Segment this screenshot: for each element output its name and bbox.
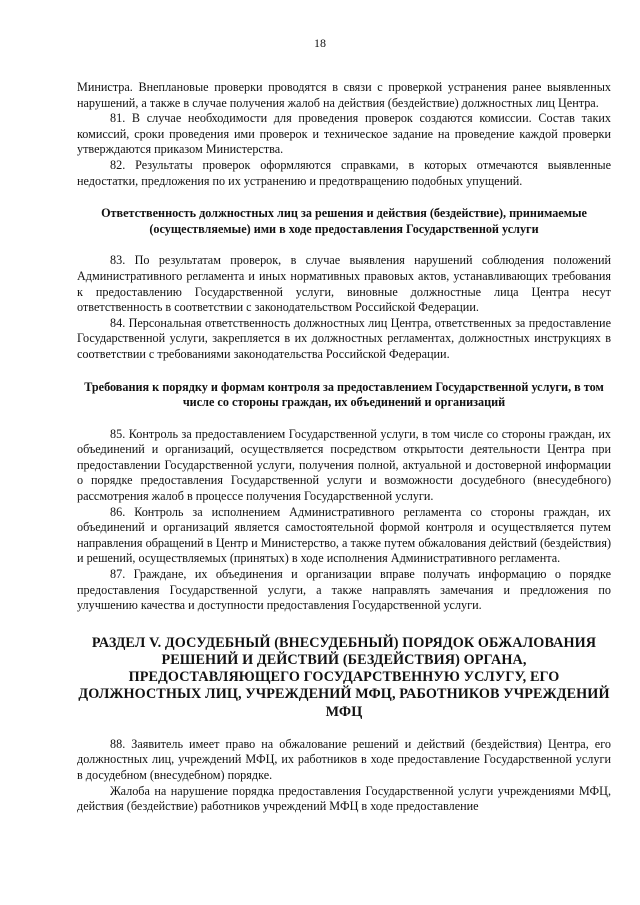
paragraph-86: 86. Контроль за исполнением Административного регламента со стороны граждан, их объединений и организаций является самостоятельной формой контроля и осуществляется путем направления обращений в Центр и Министерство, а также путем обжалования действий (бездействия) и решений, осуществляемых (принятых) в ходе исполнения Административного регламента. (77, 504, 611, 566)
heading-control-requirements: Требования к порядку и формам контроля за предоставлением Государственной услуги, в том числе со стороны граждан, их объединений и организаций (84, 379, 604, 410)
heading-responsibility: Ответственность должностных лиц за решения и действия (бездействие), принимаемые (осуществляемые) ими в ходе предоставления Государственной услуги (101, 206, 587, 236)
paragraph-87: 87. Граждане, их объединения и организации вправе получать информацию о порядке предоставления Государственной услуги, а также направлять замечания и предложения по улучшению качества и доступности предоставления Государственной услуги. (77, 567, 611, 613)
paragraph-83: 83. По результатам проверок, в случае выявления нарушений соблюдения положений Административного регламента и иных нормативных правовых актов, устанавливающих требования к предоставлению Государственной услуги, виновные должностные лица Центра несут ответственность в соответствии с законодательством Российской Федерации. (77, 253, 611, 315)
section-5-title: РАЗДЕЛ V. ДОСУДЕБНЫЙ (ВНЕСУДЕБНЫЙ) ПОРЯДОК ОБЖАЛОВАНИЯ РЕШЕНИЙ И ДЕЙСТВИЙ (БЕЗДЕЙСТВИЯ) ОРГАНА, ПРЕДОСТАВЛЯЮЩЕГО ГОСУДАРСТВЕННУЮ УСЛУГУ, ЕГО ДОЛЖНОСТНЫХ ЛИЦ, УЧРЕЖДЕНИЙ МФЦ, РАБОТНИКОВ УЧРЕЖДЕНИЙ МФЦ (78, 634, 610, 720)
paragraph-88: 88. Заявитель имеет право на обжалование решений и действий (бездействия) Центра, его должностных лиц, учреждений МФЦ, их работников в ходе предоставление Государственной услуги в досудебном (внесудебном) порядке. (77, 736, 611, 783)
paragraph-82: 82. Результаты проверок оформляются справками, в которых отмечаются выявленные недостатки, предложения по их устранению и предотвращению подобных упущений. (77, 157, 611, 188)
paragraph-intro: Министра. Внеплановые проверки проводятся в связи с проверкой устранения ранее выявленных нарушений, а также в случае получения жалоб на действия (бездействие) должностных лиц Центра. (77, 80, 611, 110)
paragraph-81: 81. В случае необходимости для проведения проверок создаются комиссии. Состав таких комиссий, сроки проведения ими проверок и техническое задание на проведение каждой проверки утверждаются приказом Министерства. (77, 111, 611, 157)
page-content (77, 80, 611, 815)
page-number: 18 (314, 36, 326, 50)
paragraph-85: 85. Контроль за предоставлением Государственной услуги, в том числе со стороны граждан, их объединений и организаций, осуществляется посредством открытости деятельности Центра при предоставлении Государственной услуги, получения полной, актуальной и достоверной информации о порядке предоставления Государственной услуги и возможности досудебного (внесудебного) рассмотрения жалоб в процессе получения Государственной услуги. (77, 426, 611, 504)
paragraph-84: 84. Персональная ответственность должностных лиц Центра, ответственных за предоставление Государственной услуги, закрепляется в их должностных регламентах, должностных инструкциях в соответствии с требованиями законодательства Российской Федерации. (77, 315, 611, 361)
paragraph-complaint: Жалоба на нарушение порядка предоставления Государственной услуги учреждениями МФЦ, действия (бездействие) работников учреждений МФЦ в ходе предоставление (77, 783, 611, 814)
